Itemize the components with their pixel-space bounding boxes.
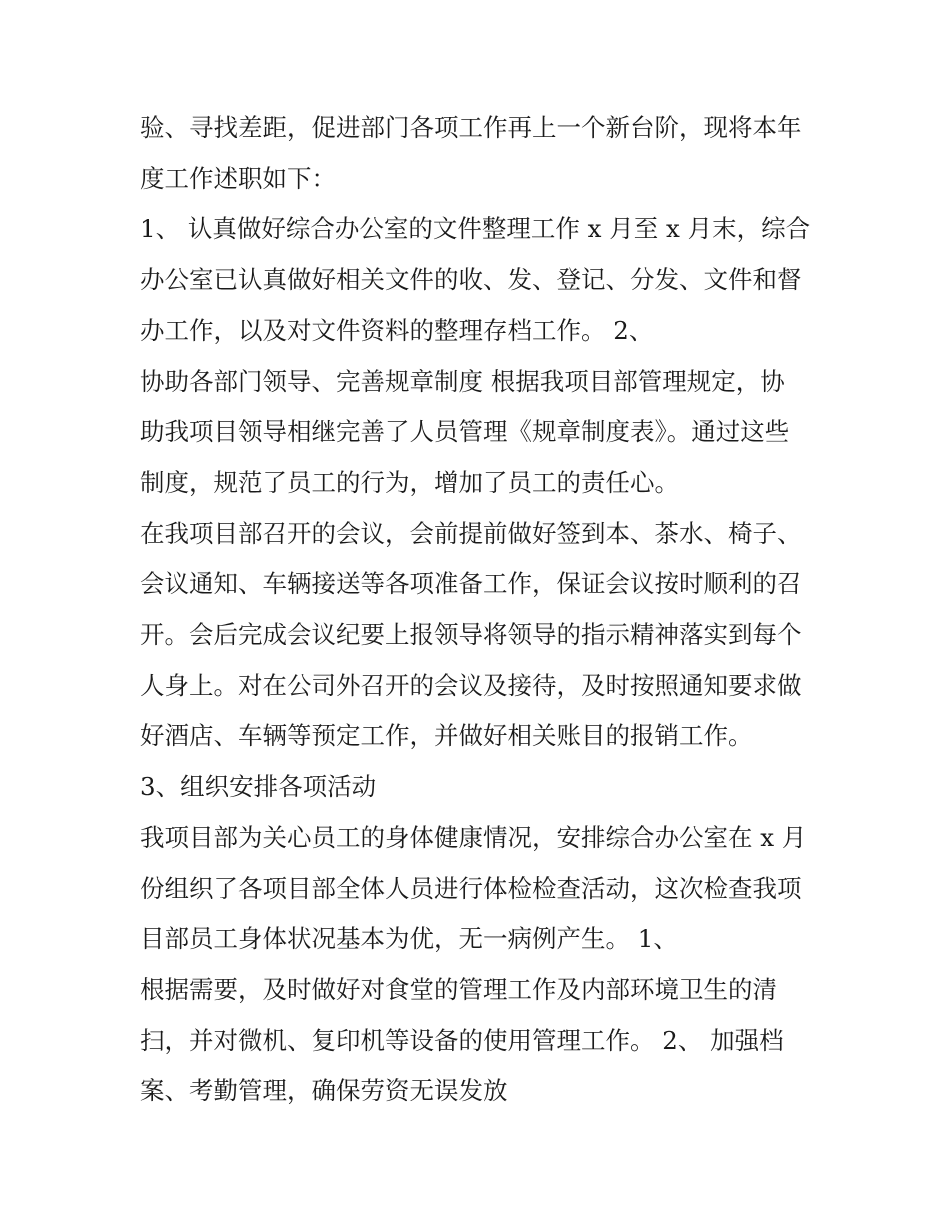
text-line: 好酒店、车辆等预定工作，并做好相关账目的报销工作。 xyxy=(140,721,753,751)
text-line: 办公室已认真做好相关文件的收、发、登记、分发、文件和督 xyxy=(140,265,802,295)
text-line: 人身上。对在公司外召开的会议及接待，及时按照通知要求做 xyxy=(140,670,802,700)
text-line: 验、寻找差距，促进部门各项工作再上一个新台阶，现将本年 xyxy=(140,113,802,142)
text-line: 案、考勤管理，确保劳资无误发放 xyxy=(140,1076,508,1106)
text-line: 协助各部门领导、完善规章制度 根据我项目部管理规定，协 xyxy=(140,366,785,396)
text-line: 3、组织安排各项活动 xyxy=(140,772,377,802)
text-line: 办工作，以及对文件资料的整理存档工作。 2、 xyxy=(140,315,654,345)
text-line: 份组织了各项目部全体人员进行体检检查活动，这次检查我项 xyxy=(140,873,802,903)
text-line: 我项目部为关心员工的身体健康情况，安排综合办公室在 x 月 xyxy=(140,822,807,852)
text-line: 扫，并对微机、复印机等设备的使用管理工作。 2、 加强档 xyxy=(140,1025,784,1055)
text-line: 开。会后完成会议纪要上报领导将领导的指示精神落实到每个 xyxy=(140,620,802,649)
text-line: 助我项目领导相继完善了人员管理《规章制度表》。通过这些 xyxy=(140,417,790,447)
text-line: 度工作述职如下： xyxy=(140,163,336,193)
text-line: 根据需要，及时做好对食堂的管理工作及内部环境卫生的清 xyxy=(140,974,777,1004)
text-line: 制度，规范了员工的行为，增加了员工的责任心。 xyxy=(140,467,679,497)
text-line: 会议通知、车辆接送等各项准备工作，保证会议按时顺利的召 xyxy=(140,569,802,599)
text-line: 目部员工身体状况基本为优，无一病例产生。 1、 xyxy=(140,924,678,954)
text-line: 1、 认真做好综合办公室的文件整理工作 x 月至 x 月末，综合 xyxy=(140,214,811,244)
text-line: 在我项目部召开的会议，会前提前做好签到本、茶水、椅子、 xyxy=(140,518,802,548)
